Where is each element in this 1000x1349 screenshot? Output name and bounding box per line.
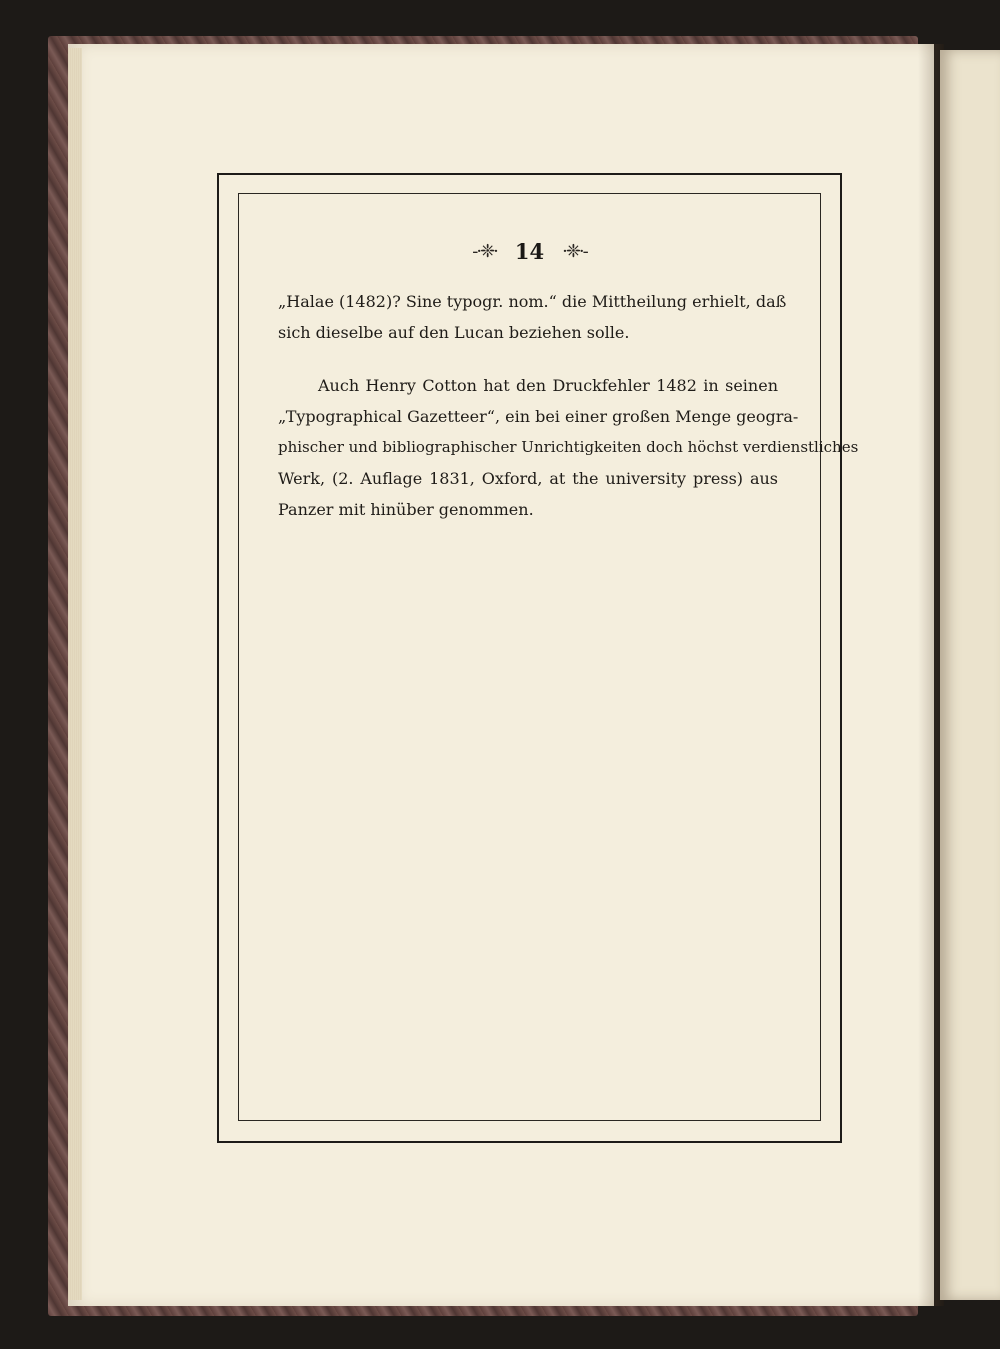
text-line: sich dieselbe auf den Lucan beziehen solle. — [278, 323, 630, 342]
adjacent-page — [940, 50, 1000, 1300]
page-number: 14 — [514, 238, 545, 264]
paragraph-2 — [278, 370, 859, 525]
ornament-left-icon: -·❈· — [472, 240, 497, 262]
ornament-right-icon: ·❈·- — [562, 240, 587, 262]
page-header — [238, 236, 821, 266]
paragraph-1 — [278, 286, 787, 348]
page-edges — [68, 48, 82, 1300]
text-line: Auch Henry Cotton hat den Druckfehler 1482 in seinen — [318, 376, 778, 395]
text-line: „Typographical Gazetteer“, ein bei einer großen Menge geogra- — [278, 407, 799, 426]
body-text — [278, 286, 859, 525]
text-line: Panzer mit hinüber genommen. — [278, 500, 534, 519]
text-line: phischer und bibliographischer Unrichtigkeiten doch höchst verdienstliches — [278, 438, 859, 456]
text-line: „Halae (1482)? Sine typogr. nom.“ die Mittheilung erhielt, daß — [278, 292, 787, 311]
text-line: Werk, (2. Auflage 1831, Oxford, at the university press) aus — [278, 469, 778, 488]
